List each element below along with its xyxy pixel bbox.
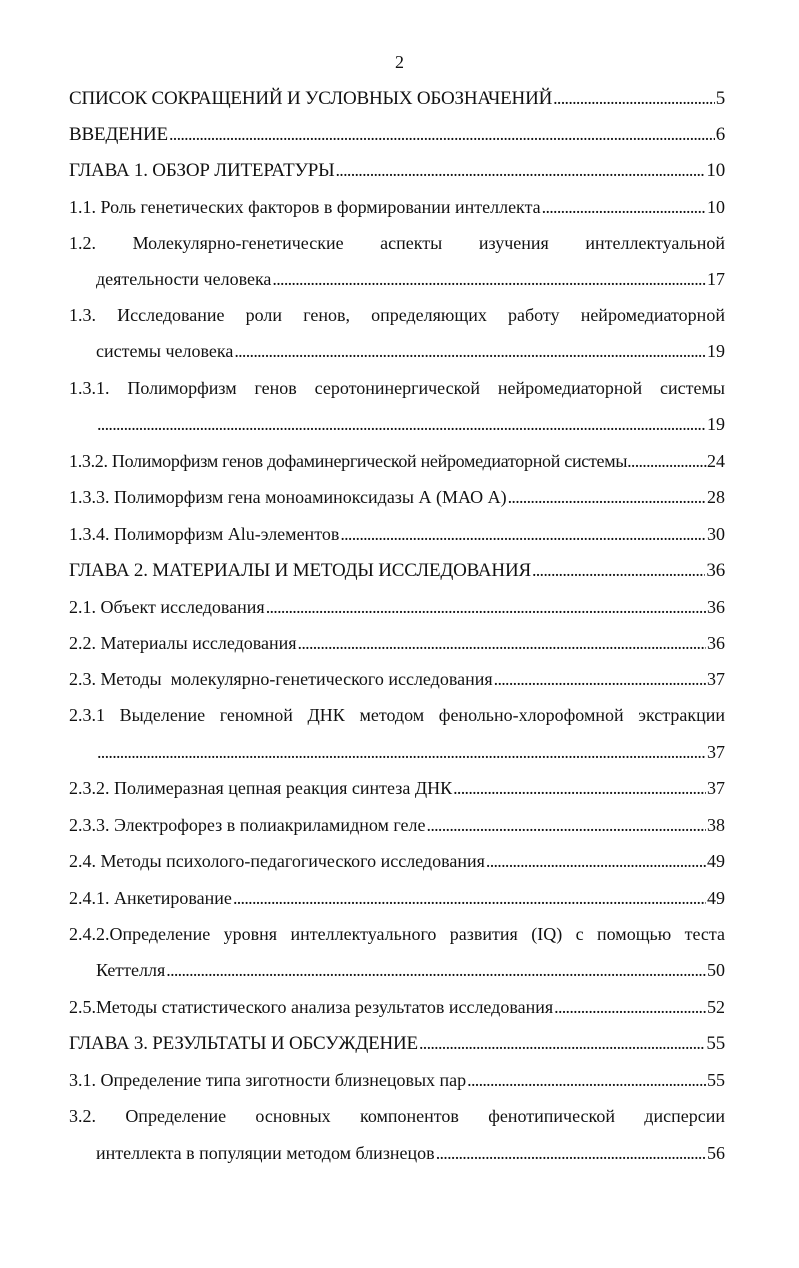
toc-entry-title: 2.1. Объект исследования xyxy=(69,597,265,617)
toc-word: основных xyxy=(255,1106,331,1126)
toc-word: ДНК xyxy=(307,705,345,725)
toc-word: 1.3.1. xyxy=(69,378,110,398)
toc-entry-continuation: интеллекта в популяции методом близнецов xyxy=(96,1143,435,1163)
toc-page-number: 56 xyxy=(707,1143,725,1163)
toc-word: фенотипической xyxy=(488,1106,615,1126)
toc-word: определяющих xyxy=(371,305,487,325)
toc-entry-title: 2.4. Методы психолого-педагогического исследования xyxy=(69,851,485,871)
dot-leader xyxy=(508,487,706,507)
toc-page-number: 37 xyxy=(707,669,725,689)
toc-page-number: 52 xyxy=(707,997,725,1017)
toc-page-number: 38 xyxy=(707,815,725,835)
toc-word: Выделение xyxy=(119,705,206,725)
dot-leader xyxy=(97,414,706,434)
toc-page-number: 30 xyxy=(707,524,725,544)
dot-leader xyxy=(467,1070,706,1090)
toc-page-number: 10 xyxy=(706,160,725,181)
toc-entry-title: 1.1. Роль генетических факторов в формировании интеллекта xyxy=(69,197,541,217)
toc-entry-1-1[interactable] xyxy=(69,197,725,217)
toc-entry-title: ГЛАВА 2. МАТЕРИАЛЫ И МЕТОДЫ ИССЛЕДОВАНИЯ xyxy=(69,560,531,581)
toc-word: интеллектуальной xyxy=(585,233,725,253)
toc-entry-line-1 xyxy=(69,305,725,325)
toc-word: экстракции xyxy=(638,705,725,725)
toc-entry-introduction[interactable] xyxy=(69,124,725,145)
dot-leader xyxy=(336,160,706,181)
toc-entry-title: 1.3.4. Полиморфизм Alu-элементов xyxy=(69,524,340,544)
toc-entry-line-1 xyxy=(69,378,725,398)
dot-leader xyxy=(436,1143,706,1163)
toc-page-number: 36 xyxy=(707,633,725,653)
toc-word: Определение xyxy=(125,1106,227,1126)
toc-entry-title: СПИСОК СОКРАЩЕНИЙ И УСЛОВНЫХ ОБОЗНАЧЕНИЙ xyxy=(69,88,553,109)
toc-page-number: 50 xyxy=(707,960,725,980)
toc-word: изучения xyxy=(478,233,549,253)
toc-entry-2-2[interactable] xyxy=(69,633,725,653)
toc-entry-title: 2.3.3. Электрофорез в полиакриламидном геле xyxy=(69,815,426,835)
toc-page-number: 28 xyxy=(707,487,725,507)
dot-leader xyxy=(419,1033,705,1054)
toc-entry-line-1 xyxy=(69,1106,725,1126)
toc-word: уровня xyxy=(223,924,278,944)
toc-entry-2-3[interactable] xyxy=(69,669,725,689)
toc-entry-2-3-3[interactable] xyxy=(69,815,725,835)
toc-entry-continuation: системы человека xyxy=(96,341,234,361)
toc-entry-line-2 xyxy=(96,269,725,289)
toc-entry-title: 1.3.2. Полиморфизм генов дофаминергической нейромедиаторной системы xyxy=(69,451,628,471)
toc-word: Молекулярно-генетические xyxy=(132,233,344,253)
toc-page-number: 36 xyxy=(706,560,725,581)
toc-page-number: 37 xyxy=(707,742,725,762)
toc-entry-2-4[interactable] xyxy=(69,851,725,871)
toc-word: генов, xyxy=(303,305,350,325)
toc-word: работу xyxy=(508,305,560,325)
toc-word: роли xyxy=(245,305,283,325)
toc-page-number: 5 xyxy=(715,88,725,109)
page-number: 2 xyxy=(395,52,404,72)
dot-leader xyxy=(166,960,706,980)
dot-leader xyxy=(427,815,706,835)
dot-leader xyxy=(340,524,706,544)
toc-entry-line-1 xyxy=(69,233,725,253)
toc-entry-title: 2.5.Методы статистического анализа результатов исследования xyxy=(69,997,554,1017)
toc-entry-line-2 xyxy=(96,1143,725,1163)
toc-word: генов xyxy=(254,378,297,398)
toc-page-number: 24 xyxy=(707,451,725,471)
toc-page-number: 55 xyxy=(706,1033,725,1054)
toc-page-number: 55 xyxy=(707,1070,725,1090)
toc-word: помощью xyxy=(597,924,672,944)
toc-entry-title: ГЛАВА 1. ОБЗОР ЛИТЕРАТУРЫ xyxy=(69,160,335,181)
dot-leader xyxy=(486,851,706,871)
dot-leader xyxy=(532,560,705,581)
toc-entry-2-4-1[interactable] xyxy=(69,888,725,908)
toc-page-number: 10 xyxy=(707,197,725,217)
toc-entry-line-2 xyxy=(96,960,725,980)
toc-entry-title: 3.1. Определение типа зиготности близнецовых пар xyxy=(69,1070,467,1090)
toc-entry-title: 2.3. Методы молекулярно-генетического исследования xyxy=(69,669,493,689)
dot-leader xyxy=(453,778,706,798)
toc-word: 2.3.1 xyxy=(69,705,105,725)
toc-entry-continuation: Кеттелля xyxy=(96,960,166,980)
toc-entry-title: 2.2. Материалы исследования xyxy=(69,633,297,653)
toc-entry-line-2 xyxy=(96,742,725,762)
toc-word: методом xyxy=(359,705,425,725)
toc-entry-chapter-3[interactable] xyxy=(69,1033,725,1054)
toc-entry-2-5[interactable] xyxy=(69,997,725,1017)
toc-word: системы xyxy=(660,378,725,398)
toc-word: нейромедиаторной xyxy=(497,378,643,398)
toc-page-number: 6 xyxy=(715,124,725,145)
toc-entry-1-3-4[interactable] xyxy=(69,524,725,544)
dot-leader xyxy=(169,124,715,145)
toc-word: развития xyxy=(449,924,518,944)
dot-leader xyxy=(233,888,706,908)
toc-entry-chapter-2[interactable] xyxy=(69,560,725,581)
toc-entry-abbreviations[interactable] xyxy=(69,88,725,109)
dot-leader xyxy=(494,669,706,689)
toc-page-number: 49 xyxy=(707,888,725,908)
toc-entry-chapter-1[interactable] xyxy=(69,160,725,181)
toc-entry-line-1 xyxy=(69,924,725,944)
toc-word: 1.2. xyxy=(69,233,96,253)
dot-leader xyxy=(298,633,706,653)
toc-word: Исследование xyxy=(117,305,225,325)
toc-word: дисперсии xyxy=(644,1106,725,1126)
dot-leader xyxy=(97,742,706,762)
dot-leader xyxy=(553,88,715,109)
toc-entry-title: 1.3.3. Полиморфизм гена моноаминоксидазы А (МАО А) xyxy=(69,487,507,507)
dot-leader xyxy=(554,997,706,1017)
toc-page-number: 17 xyxy=(707,269,725,289)
toc-word: аспекты xyxy=(380,233,443,253)
toc-entry-1-3-3[interactable] xyxy=(69,487,725,507)
toc-entry-title: 2.4.1. Анкетирование xyxy=(69,888,232,908)
toc-page-number: 19 xyxy=(707,414,725,434)
toc-word: 1.3. xyxy=(69,305,96,325)
toc-word: фенольно-хлорофомной xyxy=(438,705,624,725)
dot-leader xyxy=(627,451,707,471)
toc-entry-title: 2.3.2. Полимеразная цепная реакция синтеза ДНК xyxy=(69,778,453,798)
toc-entry-2-3-2[interactable] xyxy=(69,778,725,798)
toc-page-number: 37 xyxy=(707,778,725,798)
toc-word: геномной xyxy=(219,705,293,725)
toc-entry-title: ВВЕДЕНИЕ xyxy=(69,124,168,145)
toc-entry-line-2 xyxy=(96,341,725,361)
toc-entry-1-3-2[interactable] xyxy=(69,451,725,471)
toc-word: с xyxy=(575,924,584,944)
toc-word: 2.4.2.Определение xyxy=(69,924,211,944)
toc-word: интеллектуального xyxy=(290,924,437,944)
toc-entry-2-1[interactable] xyxy=(69,597,725,617)
toc-word: серотонинергической xyxy=(314,378,481,398)
dot-leader xyxy=(266,597,706,617)
toc-word: нейромедиаторной xyxy=(580,305,725,325)
toc-entry-continuation: деятельности человека xyxy=(96,269,272,289)
toc-entry-line-2 xyxy=(96,414,725,434)
toc-word: 3.2. xyxy=(69,1106,96,1126)
toc-entry-title: ГЛАВА 3. РЕЗУЛЬТАТЫ И ОБСУЖДЕНИЕ xyxy=(69,1033,418,1054)
toc-word: Полиморфизм xyxy=(127,378,237,398)
toc-word: (IQ) xyxy=(531,924,563,944)
toc-page-number: 49 xyxy=(707,851,725,871)
toc-page-number: 19 xyxy=(707,341,725,361)
toc-entry-line-1 xyxy=(69,705,725,725)
dot-leader xyxy=(542,197,706,217)
dot-leader xyxy=(272,269,706,289)
toc-entry-3-1[interactable] xyxy=(69,1070,725,1090)
toc-word: компонентов xyxy=(360,1106,459,1126)
toc-page-number: 36 xyxy=(707,597,725,617)
toc-word: теста xyxy=(684,924,725,944)
dot-leader xyxy=(234,341,706,361)
